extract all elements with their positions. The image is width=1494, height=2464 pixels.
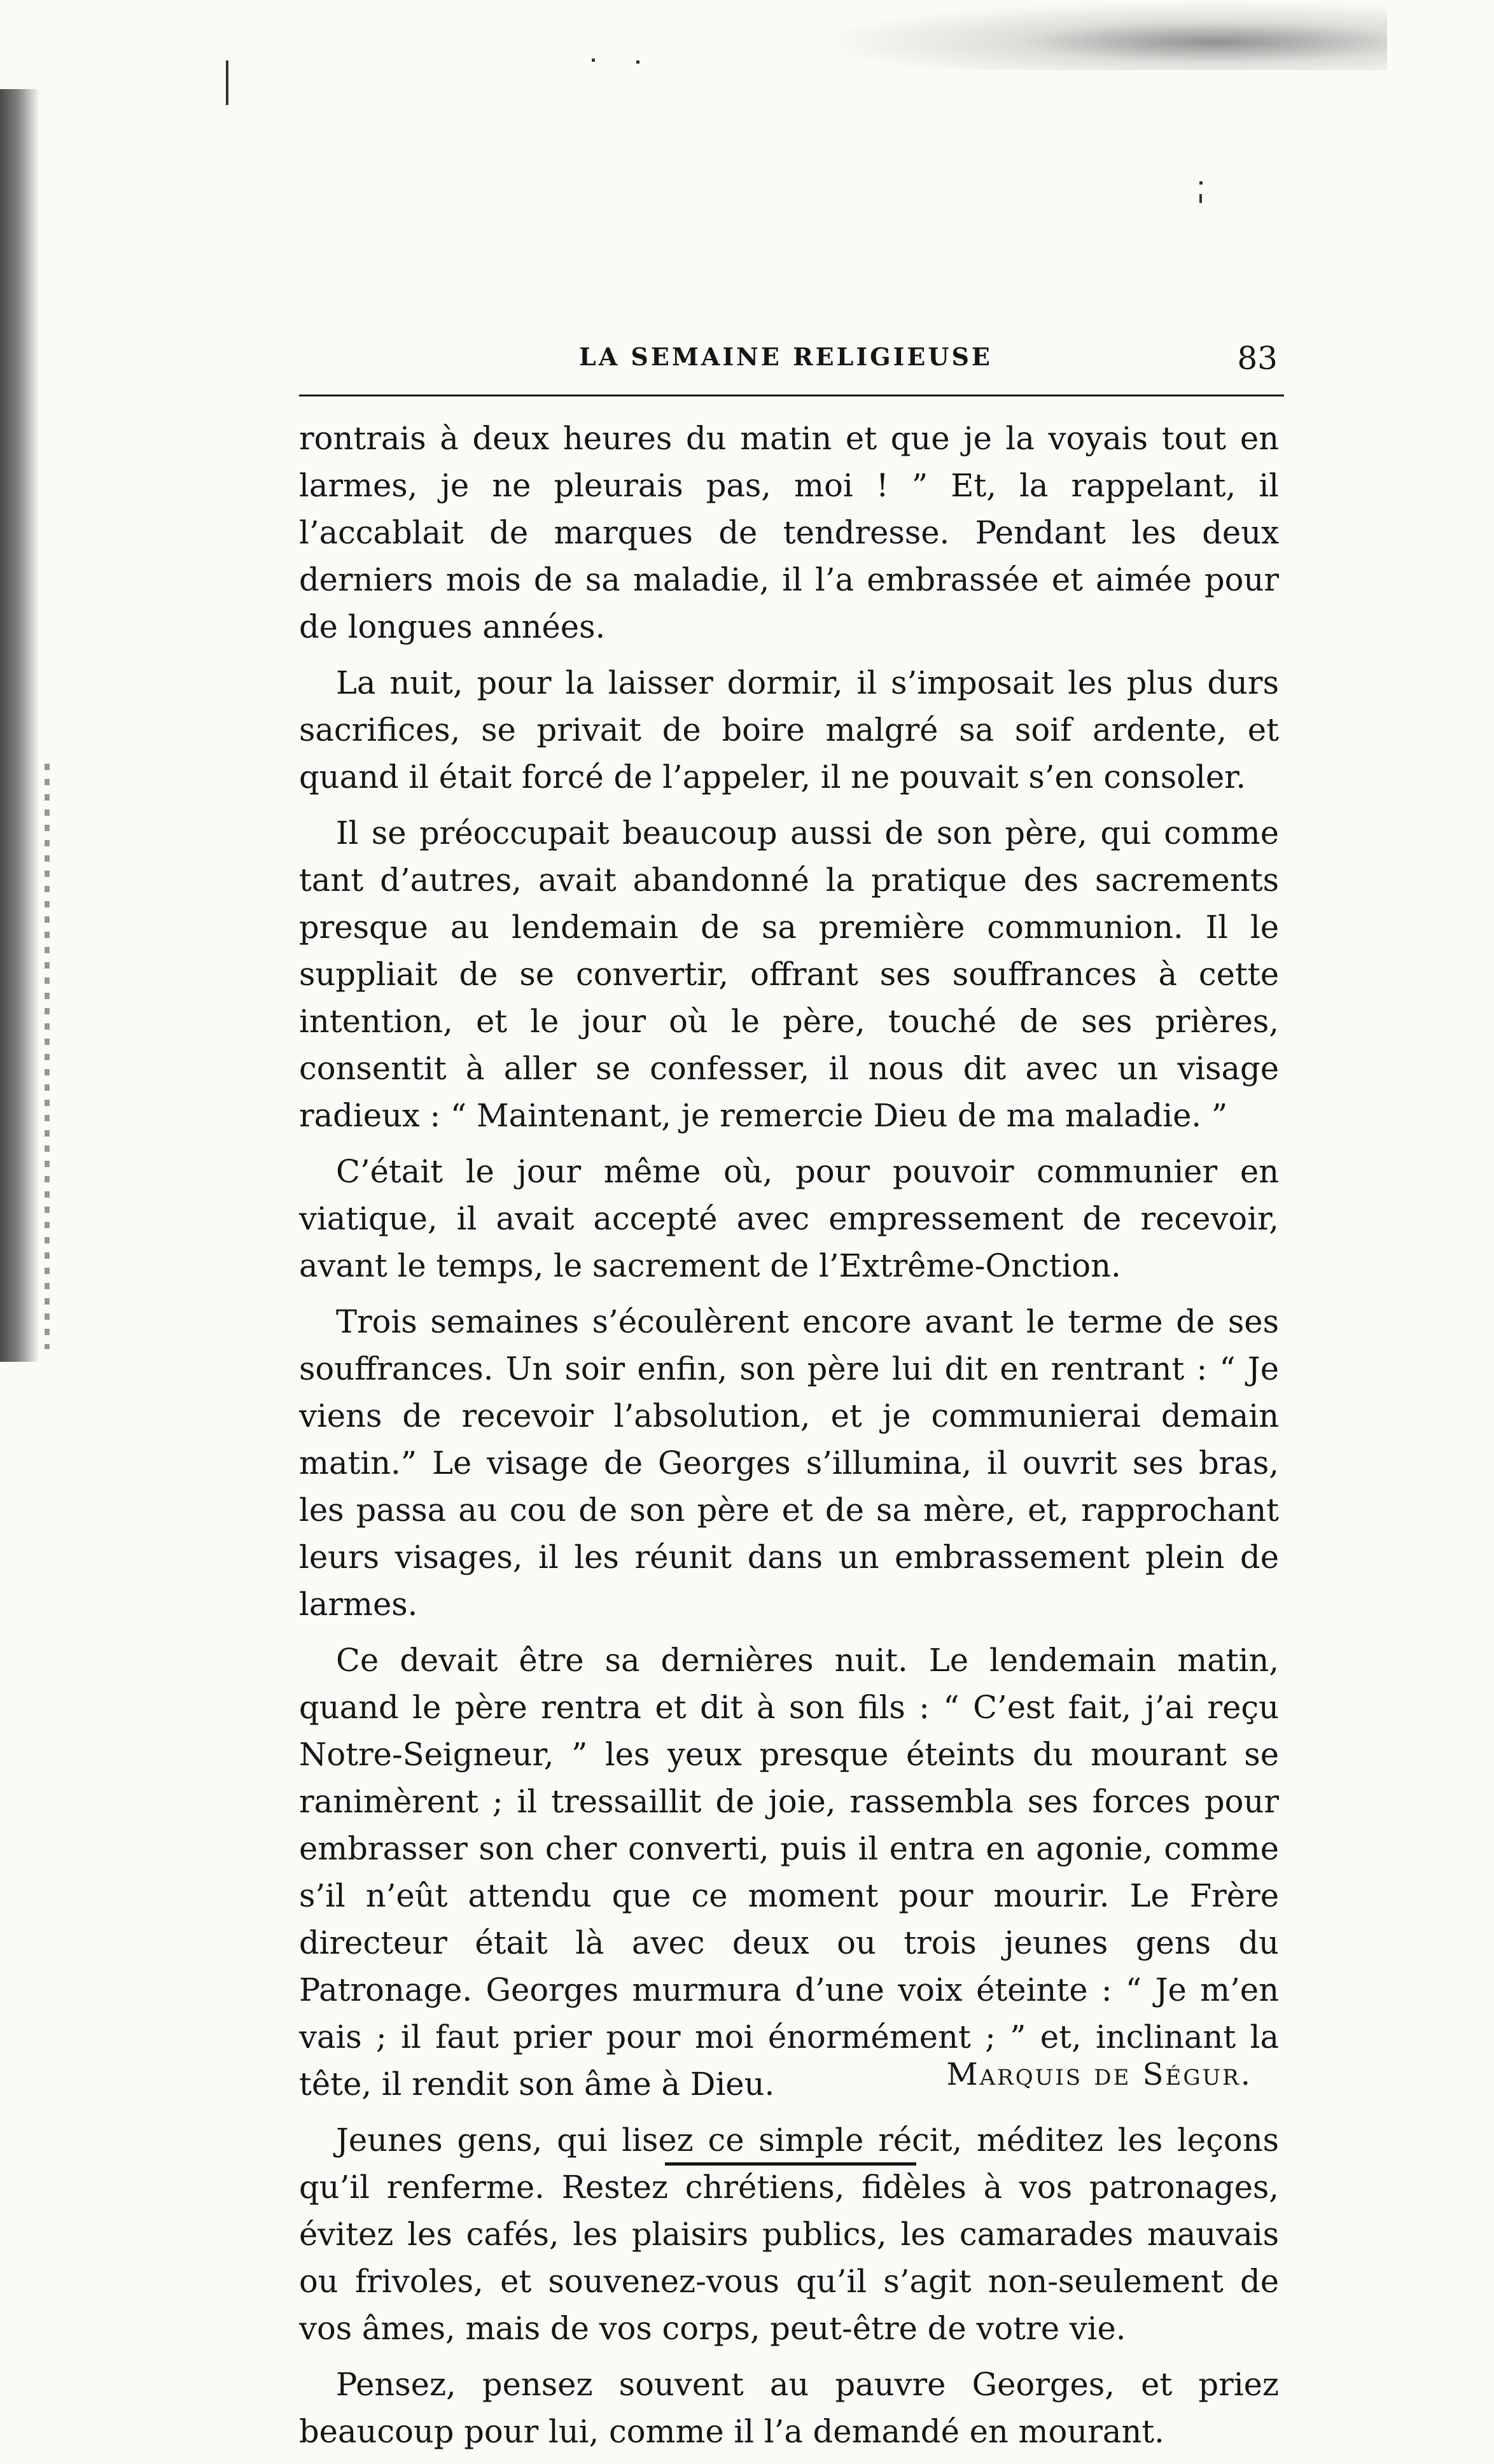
paragraph: Pensez, pensez souvent au pauvre Georges, et priez beaucoup pour lui, comme il l’a demandé en mourant. [299, 2366, 1279, 2450]
paragraph: C’était le jour même où, pour pouvoir communier en viatique, il avait accepté avec empressement de recevoir, avant le temps, le sacrement de l’Extrême-Onction. [299, 1153, 1279, 1284]
paragraph: rontrais à deux heures du matin et que je la voyais tout en larmes, je ne pleurais pas, moi ! ” Et, la rappelant, il l’accablait de marques de tendresse. Pendant les deux derniers mois de sa maladie, il l’a embrassée et aimée pour de longues années. [299, 420, 1279, 645]
author-signature: Marquis de Ségur. [946, 2057, 1252, 2092]
paragraph: Jeunes gens, qui lisez ce simple récit, méditez les leçons qu’il renferme. Restez chrétiens, fidèles à vos patronages, évitez les cafés, les plaisirs publics, les camarades mauvais ou frivoles, et souvenez-vous qu’il s’agit non-seulement de vos âmes, mais de vos corps, peut-être de votre vie. [299, 2122, 1279, 2347]
scan-speck [1199, 181, 1203, 185]
journal-title: LA SEMAINE RELIGIEUSE [579, 342, 993, 371]
paragraph: Trois semaines s’écoulèrent encore avant le terme de ses souffrances. Un soir enfin, son père lui dit en rentrant : “ Je viens de recevoir l’absolution, et je communierai demain matin.” Le visage de Georges s’illumina, il ouvrit ses bras, les passa au cou de son père et de sa mère, et, rapprochant leurs visages, il les réunit dans un embrassement plein de larmes. [299, 1303, 1279, 1623]
paragraph: Il se préoccupait beaucoup aussi de son père, qui comme tant d’autres, avait abandonné la pratique des sacrements presque au lendemain de sa première communion. Il le suppliait de se convertir, offrant ses souffrances à cette intention, et le jour où le père, touché de ses prières, consentit à aller se confesser, il nous dit avec un visage radieux : “ Maintenant, je remercie Dieu de ma maladie. ” [299, 815, 1279, 1134]
paragraph: La nuit, pour la laisser dormir, il s’imposait les plus durs sacrifices, se privait de boire malgré sa soif ardente, et quand il était forcé de l’appeler, il ne pouvait s’en consoler. [299, 664, 1279, 795]
article-body [299, 415, 1279, 2464]
header-rule [299, 395, 1284, 396]
paragraph: Ce devait être sa dernières nuit. Le lendemain matin, quand le père rentra et dit à son fils : “ C’est fait, j’ai reçu Notre-Seigneur, ” les yeux presque éteints du mourant se ranimèrent ; il tressaillit de joie, rassembla ses forces pour embrasser son cher converti, puis il entra en agonie, comme s’il n’eût attendu que ce moment pour mourir. Le Frère directeur était là avec deux ou trois jeunes gens du Patronage. Georges murmura d’une voix éteinte : “ Je m’en vais ; il faut prier pour moi énormément ; ” et, inclinant la tête, il rendit son âme à Dieu. [299, 1642, 1279, 2103]
scan-speck [1199, 194, 1202, 203]
scan-binding-marks [45, 764, 50, 1349]
running-header [299, 342, 1284, 378]
scan-speck [592, 59, 595, 62]
page-number: 83 [1237, 340, 1278, 377]
scan-speck [226, 60, 228, 105]
closing-rule [665, 2162, 916, 2166]
scan-noise [814, 0, 1387, 70]
scan-binding-shadow [0, 89, 39, 1362]
scan-speck [636, 60, 639, 64]
